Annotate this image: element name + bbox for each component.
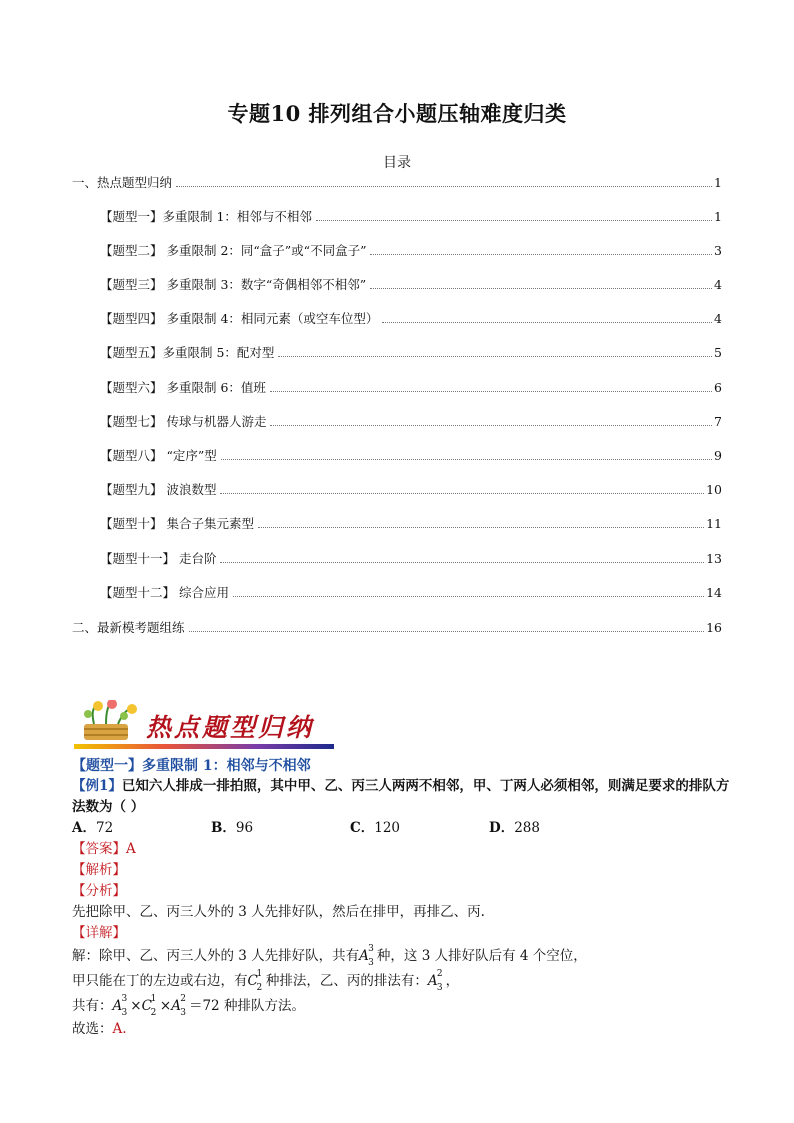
option-value: 96 <box>235 820 254 836</box>
example-tag: 【例1】 <box>72 778 122 794</box>
detail-text: ， <box>445 973 460 989</box>
detail-line-2 <box>72 971 732 992</box>
option-3 <box>350 818 489 839</box>
option-key: D． <box>489 820 515 836</box>
option-value: 288 <box>514 820 540 836</box>
analysis-label: 【解析】 <box>72 862 126 878</box>
toc-entry[interactable] <box>100 275 722 293</box>
toc-entry-page: 7 <box>714 414 722 429</box>
toc-entry[interactable] <box>100 583 722 601</box>
question-text: 已知六人排成一排拍照，其中甲、乙、丙三人两两不相邻，甲、丁两人必须相邻，则满足要求的排队方法数为（ ） <box>72 778 730 815</box>
toc-entry[interactable] <box>72 173 722 191</box>
detail-line-3: 共有：A 3 3 ×C 1 2 ×A 2 3 ＝72 种排队方法。 <box>72 994 305 1018</box>
toc-entry-page: 16 <box>706 620 722 635</box>
option-list <box>72 818 732 839</box>
formula-a33: A 3 3 <box>112 994 128 1018</box>
formula-c12: C 1 2 <box>141 994 157 1018</box>
toc-entry-label: 一、热点题型归纳 <box>72 175 173 190</box>
toc-entry-label: 二、最新模考题组练 <box>72 620 185 635</box>
toc-leader-dots <box>233 595 704 597</box>
toc-entry[interactable] <box>72 618 722 636</box>
banner-title: 热点题型归纳 <box>146 713 315 742</box>
example-block <box>72 776 732 1040</box>
toc-entry-page: 3 <box>714 243 722 258</box>
option-key: C． <box>350 820 375 836</box>
toc-entry-label: 【题型四】 多重限制 4：相同元素（或空车位型） <box>100 311 379 326</box>
toc-entry-page: 10 <box>706 482 722 497</box>
toc-entry[interactable] <box>100 241 722 259</box>
detail-line-1 <box>72 946 732 967</box>
option-4 <box>489 818 628 839</box>
answer-label: 【答案】 <box>72 841 126 857</box>
toc-leader-dots <box>221 458 712 460</box>
option-key: A． <box>72 820 96 836</box>
toc-entry[interactable] <box>100 480 722 498</box>
detail-text: 种排法，乙、丙的排法有： <box>265 973 428 989</box>
toc-leader-dots <box>370 253 712 255</box>
choose-line <box>72 1019 732 1040</box>
type-tag: 【题型一】 <box>72 758 142 774</box>
toc-entry-page: 13 <box>706 551 722 566</box>
formula-a33: A 3 3 <box>359 944 374 968</box>
formula-c12: C 1 2 <box>247 969 263 993</box>
detail-text: 种，这 3 人排好队后有 4 个空位， <box>376 948 587 964</box>
toc-entry[interactable] <box>100 378 722 396</box>
toc-entry-page: 14 <box>706 585 722 600</box>
toc-entry[interactable] <box>100 207 722 225</box>
toc-entry[interactable] <box>100 549 722 567</box>
banner-underline <box>74 744 334 749</box>
page-title: 专题10 排列组合小题压轴难度归类 <box>227 101 567 126</box>
toc-entry[interactable] <box>100 412 722 430</box>
answer-line <box>72 839 732 860</box>
toc-leader-dots <box>278 355 712 357</box>
toc-leader-dots <box>220 492 704 494</box>
toc-entry-page: 4 <box>714 311 722 326</box>
toc-entry-label: 【题型五】多重限制 5：配对型 <box>100 345 275 360</box>
toc-entry-page: 1 <box>714 175 722 190</box>
formula-a23: A 2 3 <box>171 994 186 1018</box>
fenxi-label: 【分析】 <box>72 883 126 899</box>
toc-entry-page: 4 <box>714 277 722 292</box>
toc-leader-dots <box>316 219 712 221</box>
toc-entry-page: 11 <box>706 516 722 531</box>
toc-entry-page: 6 <box>714 380 722 395</box>
type-heading <box>72 755 311 775</box>
toc-leader-dots <box>258 526 704 528</box>
toc-entry-page: 9 <box>714 448 722 463</box>
toc-leader-dots <box>382 321 712 323</box>
toc-entry-label: 【题型三】 多重限制 3：数字“奇偶相邻不相邻” <box>100 277 367 292</box>
toc-leader-dots <box>270 390 712 392</box>
section-banner <box>74 700 334 752</box>
detail-label: 【详解】 <box>72 925 126 941</box>
toc-entry-label: 【题型七】 传球与机器人游走 <box>100 414 267 429</box>
toc-entry-label: 【题型十】 集合子集元素型 <box>100 516 254 531</box>
option-value: 72 <box>95 820 114 836</box>
toc-entry-label: 【题型六】 多重限制 6：值班 <box>100 380 266 395</box>
detail-text: 甲只能在丁的左边或右边，有 <box>72 973 248 989</box>
detail-text: ＝72 种排队方法。 <box>188 998 305 1014</box>
choose-value: A. <box>112 1021 127 1037</box>
example-question <box>72 776 732 818</box>
option-value: 120 <box>374 820 401 836</box>
toc-entry-label: 【题型九】 波浪数型 <box>100 482 217 497</box>
toc-heading: 目录 <box>383 155 411 171</box>
toc-leader-dots <box>370 287 712 289</box>
toc-entry[interactable] <box>100 446 722 464</box>
formula-a23: A 2 3 <box>427 969 443 993</box>
detail-text: 解：除甲、乙、丙三人外的 3 人先排好队，共有 <box>72 948 360 964</box>
toc-leader-dots <box>189 630 705 632</box>
toc-entry-label: 【题型十二】 综合应用 <box>100 585 229 600</box>
toc-entry[interactable] <box>100 514 722 532</box>
toc-entry-label: 【题型一】多重限制 1：相邻与不相邻 <box>100 209 312 224</box>
detail-text: 共有： <box>72 998 113 1014</box>
toc-entry-label: 【题型八】 “定序”型 <box>100 448 217 463</box>
toc-leader-dots <box>176 185 712 187</box>
type-title: 多重限制 1：相邻与不相邻 <box>142 758 311 774</box>
option-1 <box>72 818 211 839</box>
toc-entry[interactable] <box>100 309 722 327</box>
toc-entry-page: 1 <box>714 209 722 224</box>
flower-basket-icon <box>76 700 142 746</box>
option-2 <box>211 818 350 839</box>
toc-entry-label: 【题型十一】 走台阶 <box>100 551 217 566</box>
toc-entry[interactable] <box>100 343 722 361</box>
toc-leader-dots <box>220 561 704 563</box>
choose-label: 故选： <box>72 1021 113 1037</box>
toc-leader-dots <box>270 424 712 426</box>
toc-entry-page: 5 <box>714 345 722 360</box>
toc-entry-label: 【题型二】 多重限制 2：同“盒子”或“不同盒子” <box>100 243 367 258</box>
option-key: B． <box>211 820 236 836</box>
answer-value: A <box>126 841 136 857</box>
fenxi-text: 先把除甲、乙、丙三人外的 3 人先排好队，然后在排甲，再排乙、丙. <box>72 904 485 920</box>
